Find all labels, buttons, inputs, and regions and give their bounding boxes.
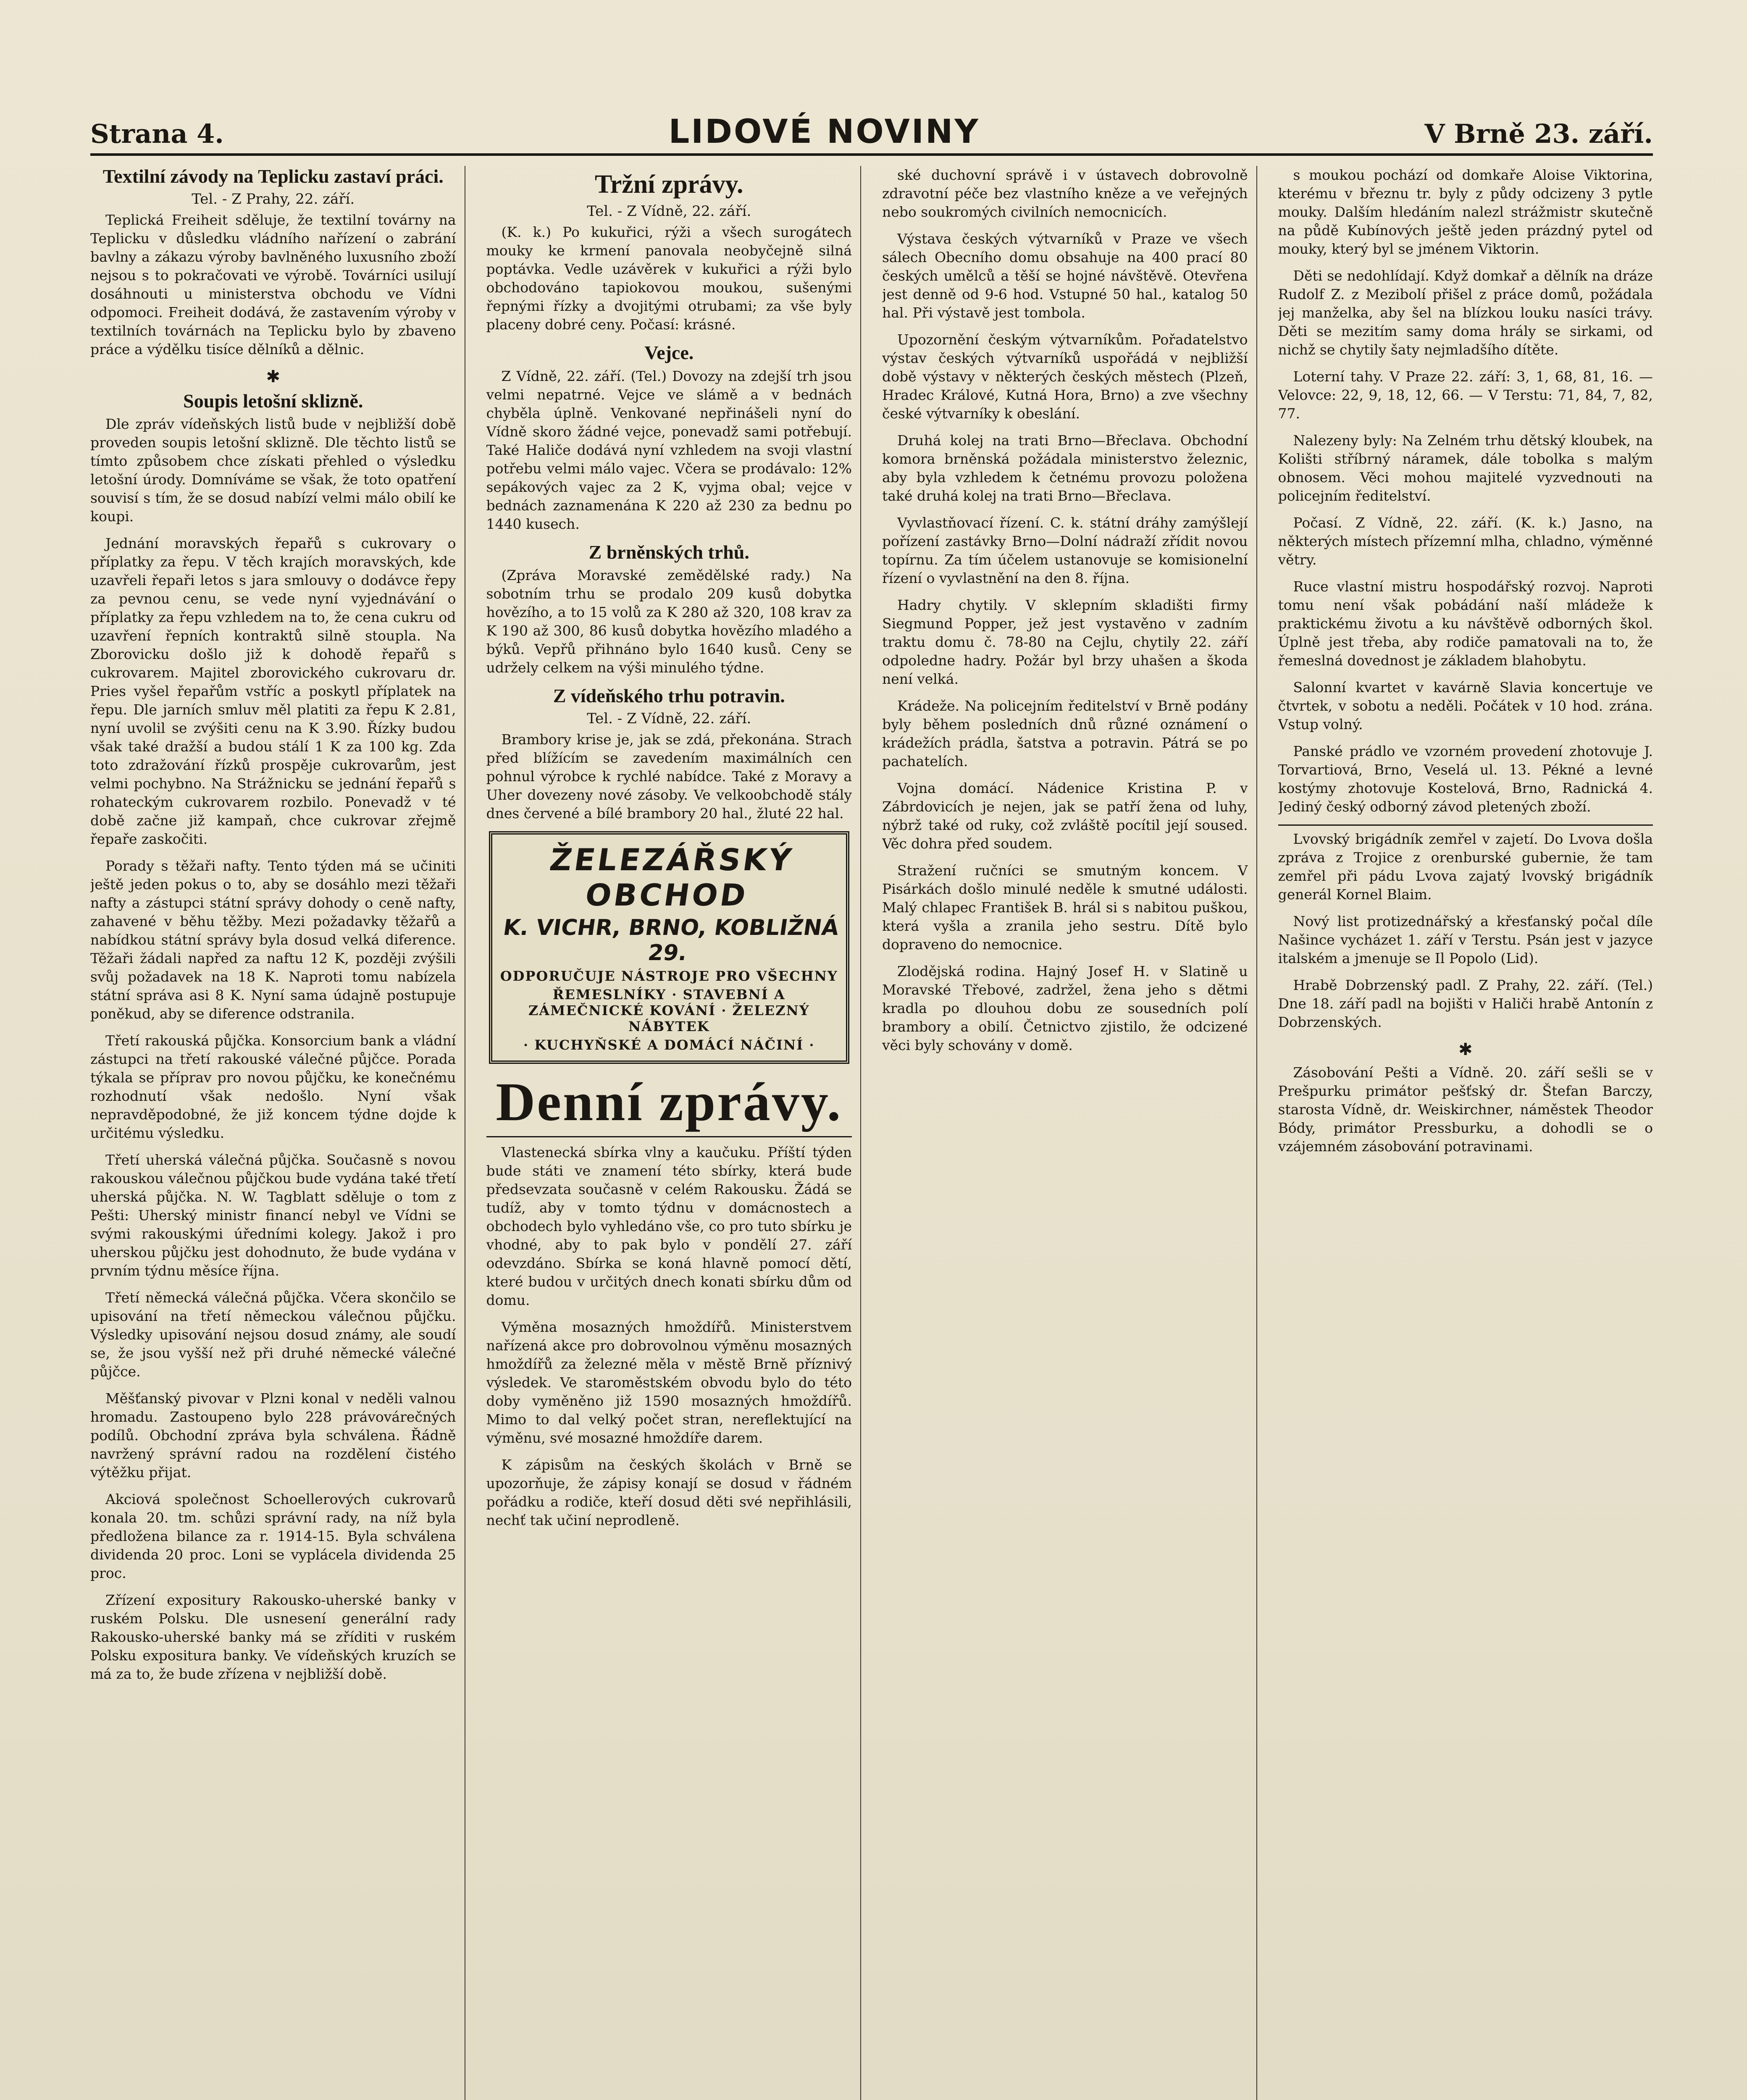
article [90,857,456,1023]
article [882,779,1248,853]
article [90,391,456,526]
article [882,962,1248,1055]
columns [90,166,1653,2100]
article-body: Měšťanský pivovar v Plzni konal v neděli valnou hromadu. Zastoupeno bylo 228 právovárečných podílů. Obchodní zpráva byla schválena. Řádně navržený správní radou na rozdělení čistého výtěžku přijat. [90,1390,456,1481]
column-4 [1278,166,1653,2100]
article [882,166,1248,221]
article-body: Počasí. Z Vídně, 22. září. (K. k.) Jasno, na některých místech přízemní mlha, chladno, výměnné větry. [1278,514,1653,568]
article [882,230,1248,322]
divider [1278,824,1653,826]
article-title: Vejce. [644,342,694,364]
article [486,342,852,533]
article-body: Hrabě Dobrzenský padl. Z Prahy, 22. září. (Tel.) Dne 18. září padl na bojišti v Haliči hrabě Antonín z Dobrzenských. [1278,977,1653,1030]
article-body: Druhá kolej na trati Brno—Břeclava. Obchodní komora brněnská požádala ministerstvo železnic, aby byla vzhledem k četnému provozu položena také druhá kolej na trati Brno—Břeclava. [882,432,1248,504]
article-body: Krádeže. Na policejním ředitelství v Brně podány byly během posledních dnů různé oznámení o krádežích prádla, šatstva a potravin. Pátrá se po pachatelích. [882,698,1248,769]
article [882,514,1248,588]
article-body: Hadry chytily. V sklepním skladišti firmy Siegmund Popper, jež jest vystavěno v zadním traktu domu č. 78-80 na Cejlu, chytily 22. září odpoledne hadry. Požár byl brzy uhašen a škoda není velká. [882,597,1248,687]
ad-line: ŘEMESLNÍKY · STAVEBNÍ A ZÁMEČNICKÉ KOVÁNÍ · ŽELEZNÝ NÁBYTEK [528,986,810,1034]
issue-date: V Brně 23. září. [1424,118,1653,149]
masthead-title: LIDOVÉ NOVINY [668,113,980,151]
section-title: Denní zprávy. [486,1071,852,1137]
article-body: (Zpráva Moravské zemědělské rady.) Na sobotním trhu se prodalo 209 kusů dobytka hovězího, a to 15 volů za K 280 až 320, 108 krav za K 190 až 300, 86 kusů dobytka hovězího mladého a býků. Vepřů přihnáno bylo 1640 kusů. Ceny se udržely celkem na výši minulého týdne. [486,567,852,676]
article-body: Dle zpráv vídeňských listů bude v nejbližší době proveden soupis letošní sklizně. Dle těchto listů se tímto způsobem chce získati přehled o výsledku letošní úrody. Domníváme se však, že toto opatření souvisí s tím, že se dosud nabízí velmi málo obilí ke koupi. [90,416,456,525]
article [1278,678,1653,734]
article-body: Zřízení expositury Rakousko-uherské banky v ruském Polsku. Dle usnesení generální rady Rakousko-uherské banky má se zříditi v ruském Polsku expositura banky. Ve vídeňských kruzích se má za to, že bude zřízena v nejbližší době. [90,1592,456,1683]
article-body: Třetí německá válečná půjčka. Včera skončilo se upisování na třetí německou válečnou půjčku. Výsledky upisování nejsou dosud známy, ale soudí se, že jsou vyšší než při druhé německé válečné půjčce. [90,1289,456,1380]
section-heading: Tržní zprávy. [594,170,743,199]
article-body: Brambory krise je, jak se zdá, překonána. Strach před blížícím se zavedením maximálních cen pohnul výrobce k rychlé nabídce. Také z Moravy a Uher dovezeny nové zásoby. Ve velkoobchodě stály dnes červené a bílé brambory 20 hal., žluté 22 hal. [486,731,852,822]
article-title: Z vídeňského trhu potravin. [553,685,785,707]
advertisement [489,831,850,1064]
article [90,166,456,359]
article [486,170,852,334]
article-body: Výstava českých výtvarníků v Praze ve všech sálech Obecního domu obsahuje na 400 prací 80 českých umělců a těší se hojné návštěvě. Otevřena jest denně od 9-6 hod. Vstupné 50 hal., katalog 50 hal. Při výstavě jest tombola. [882,231,1248,321]
article [882,596,1248,688]
article-body: Lvovský brigádník zemřel v zajetí. Do Lvova došla zpráva z Trojice z orenburské gubernie, že tam zemřel při pádu Lvova zajatý lvovský brigádník generál Kornel Blaim. [1278,831,1653,903]
article-title: Soupis letošní sklizně. [183,390,363,412]
article-body: Třetí rakouská půjčka. Konsorcium bank a vládní zástupci na třetí rakouské válečné půjčce. Porada týkala se příprav pro novou půjčku, ke konečnému rozhodnutí však nedošlo. Nyní však nepravděpodobné, že již koncem týdne dojde k určitému výsledku. [90,1032,456,1142]
article [882,861,1248,954]
page-header [90,107,1653,156]
ad-line: · KUCHYŇSKÉ A DOMÁCÍ NÁČINÍ · [523,1037,815,1053]
article [90,1389,456,1482]
article [1278,1063,1653,1156]
article [486,1318,852,1447]
article-body: Porady s těžaři nafty. Tento týden má se učiniti ještě jeden pokus o to, aby se dosáhlo mezi těžaři nafty a zástupci státní správy dohody o ceně nafty, zahavené v běhu těžby. Mezi požadavky těžařů a nabídkou státní správy byla dosud velká diference. Těžaři žádali napřed za naftu 12 K, později zvýšili svůj požadavek na 18 K. Naproti tomu nabízela státní správa asi 8 K. Nyní sama údajně postupuje poněkud, aby se diference odstranila. [90,858,456,1022]
column-3 [882,166,1257,2100]
article [882,331,1248,423]
article [1278,368,1653,423]
article-body: Loterní tahy. V Praze 22. září: 3, 1, 68, 81, 16. — Velovce: 22, 9, 18, 12, 66. — V Terstu: 71, 84, 7, 82, 77. [1278,368,1653,422]
article-body: Jednání moravských řepařů s cukrovary o příplatky za řepu. V těch krajích moravských, kde uzavřeli řepaři letos s jara smlouvy o dodávce řepy za pevnou cenu, se vede nyní vyjednávání o příplatky za řepu vzhledem na to, že cena cukru od uzavření řepních kontraktů silně stoupla. Na Zborovicku došlo již k dohodě řepařů s cukrovarem. Majitel zborovického cukrovaru dr. Pries vyšel řepařům vstříc a poskytl příplatek na řepu. Dle jarních smluv měl platiti za řepu K 2.81, nyní uvolil se zvýšiti cenu na K 3.90. Řízky budou však také dražší a budou stálí 1 K za 100 kg. Zda toto zdražování řízků prospěje cukrovarům, jest velmi pochybno. Na Strážnicku se jednání řepařů s rohateckým cukrovarem rozbilo. Ponevadž v té době začne již kampaň, chce cukrovar zřejmě řepaře zaskočiti. [90,535,456,848]
article-title: Textilní závody na Teplicku zastaví práci. [102,166,444,187]
article-dateline: Tel. - Z Vídně, 22. září. [587,710,751,727]
article [486,1143,852,1310]
ad-title: ŽELEZÁŘSKÝ OBCHOD [547,842,796,913]
article-body: K zápisům na českých školách v Brně se upozorňuje, že zápisy konají se dosud v řádném pořádku a rodiče, kteří dosud děti své nepřihlásili, nechť tak učiní neprodleně. [486,1456,852,1528]
article [90,1032,456,1142]
article [1278,742,1653,816]
article-body: Ruce vlastní mistru hospodářský rozvoj. Naproti tomu není však pobádání naší mládeže k praktickému životu a ku návštěvě odborných škol. Úplně jest třeba, aby rodiče pamatovali na to, že řemeslná dovednost je základem blahobytu. [1278,578,1653,669]
article [1278,912,1653,968]
article-dateline: Tel. - Z Vídně, 22. září. [587,203,751,220]
article-body: s moukou pochází od domkaře Aloise Viktorina, kterému v březnu tr. byly z půdy odcizeny 3 pytle mouky. Dalším hledáním nalezl strážmistr skutečně na půdě Kubínových ještě jeden prázdný pytel od mouky, který byl se jménem Viktorin. [1278,167,1653,257]
ad-line: ODPORUČUJE NÁSTROJE PRO VŠECHNY [500,968,838,984]
article [90,1289,456,1381]
article-body: Akciová společnost Schoellerových cukrovarů konala 20. tm. schůzi správní rady, na níž byla předložena bilance za r. 1914-15. Byla schválena dividenda 20 proc. Loni se vyplácela dividenda 25 proc. [90,1491,456,1582]
column-2 [486,166,862,2100]
article [1278,267,1653,359]
article-body: Vojna domácí. Nádenice Kristina P. v Zábrdovicích je nejen, jak se patří žena od luhy, nýbrž také od ruky, což zvláště pocítil její soused. Věc dohra před soudem. [882,780,1248,852]
article-body: Nový list protizednářský a křesťanský počal díle Našince vycházet 1. září v Terstu. Psán jest v jazyce italském a jmenuje se Il Popolo (Lid). [1278,913,1653,966]
article-body: Vlastenecká sbírka vlny a kaučuku. Příští týden bude státi ve znamení této sbírky, která bude předsevzata současně v celém Rakousku. Žádá se tudíž, aby v tomto týdnu v domácnostech a obchodech bylo vyhledáno vše, co pro tuto sbírku je vhodné, aby to pak bylo v pondělí 27. září odevzdáno. Sbírka se koná hlavně pomocí dětí, které budou v určitých dnech konati sbírku dům od domu. [486,1144,852,1308]
article [90,1591,456,1683]
article-body: Panské prádlo ve vzorném provedení zhotovuje J. Torvartiová, Brno, Veselá ul. 13. Pékné a levné kostýmy zhotovuje Kostelová, Brno, Radnická 4. Jediný český odborný závod pletených zboží. [1278,743,1653,815]
article-body: Salonní kvartet v kavárně Slavia koncertuje ve čtvrtek, v sobotu a neděli. Počátek v 10 hod. zrána. Vstup volný. [1278,679,1653,732]
article [1278,976,1653,1032]
article-body: Upozornění českým výtvarníkům. Pořadatelstvo výstav českých výtvarníků uspořádá v nejbližší době výstavy v některých českých městech (Plzeň, Hradec Králové, Kutná Hora, Brno) a zve všechny české výtvarníky k obeslání. [882,331,1248,422]
article-body: Teplická Freiheit sděluje, že textilní továrny na Teplicku v důsledku vládního nařízení o zabrání bavlny a zákazu výroby bavlněného luxusního zboží nejsou s to pokračovati ve výrobě. Továrníci usilují dosáhnouti u ministerstva obchodu ve Vídni odpomoci. Freiheit dodává, že zastavením výroby v textilních továrnách na Teplicku bylo by zbaveno práce a výdělku tisíce dělníků a dělnic. [90,211,456,357]
article [90,1151,456,1280]
column-1 [90,166,465,2100]
ad-address: K. VICHR, BRNO, KOBLIŽNÁ 29. [501,915,841,966]
article [90,534,456,848]
article [882,431,1248,505]
separator-star-icon: ✱ [266,367,280,386]
separator-star-icon: ✱ [1458,1040,1473,1059]
article-body: ské duchovní správě i v ústavech dobrovolně zdravotní péče bez vlastního kněze a ve veřejných nebo soukromých civilních nemocnicích. [882,167,1248,220]
article-body: Výměna mosazných hmoždířů. Ministerstvem nařízená akce pro dobrovolnou výměnu mosazných hmoždířů za železné měla v městě Brně příznivý výsledek. Ve staroměstském obvodu bylo do této doby vyměněno již 1590 mosazných hmoždířů. Mimo to dal velký počet stran, nereflektující na výměnu, své mosazné hmoždíře darem. [486,1318,852,1446]
article-body: Vyvlastňovací řízení. C. k. státní dráhy zamýšlejí pořízení zastávky Brno—Dolní nádraží zřídit novou topírnu. Za tím účelem ustanovuje se komisionelní řízení o vyvlastnění na den 8. října. [882,514,1248,586]
article [90,1490,456,1583]
article [486,1456,852,1530]
article-title: Z brněnských trhů. [588,541,749,563]
article-body: Nalezeny byly: Na Zelném trhu dětský kloubek, na Kolišti stříbrný náramek, dále tobolka s malým obnosem. Věci mohou majitelé vyzvednouti na policejním ředitelství. [1278,432,1653,504]
article-body: (K. k.) Po kukuřici, rýži a všech surogátech mouky ke krmení panovala neobyčejně silná poptávka. Vedle uzávěrek v kukuřici a rýži bylo obchodováno tapiokovou moukou, sušenými řepnými řízky a dvojitými otrubami; za vše byly placeny dobré ceny. Počasí: krásné. [486,224,852,333]
article-body: Děti se nedohlídají. Když domkař a dělník na dráze Rudolf Z. z Mezibolí přišel z práce domů, požádala jej manželka, aby šel na blízkou louku nasíci trávy. Děti se mezitím samy doma hrály se sirkami, od nichž se chytily šaty nejmladšího dítěte. [1278,268,1653,358]
article [1278,431,1653,505]
article [1278,830,1653,904]
article-body: Zásobování Pešti a Vídně. 20. září sešli se v Prešpurku primátor pešťský dr. Štefan Barczy, starosta Vídně, dr. Weiskirchner, náměstek Theodor Bódy, primátor Pressburku, a dohodli se o vzájemném zásobování potravinami. [1278,1064,1653,1155]
article [486,542,852,677]
article-body: Třetí uherská válečná půjčka. Současně s novou rakouskou válečnou půjčkou bude vydána také třetí uherská půjčka. N. W. Tagblatt sděluje o tom z Pešti: Uherský ministr financí nebyl ve Vídni se svými rakouskými úředními kolegy. Jakož i pro uherskou půjčku jest dohodnuto, že bude vydána v prvním týdnu měsíce října. [90,1152,456,1279]
article [1278,514,1653,569]
article-body: Stražení ručníci se smutným koncem. V Pisárkách došlo minulé neděle k smutné události. Malý chlapec František B. hrál si s nabitou puškou, která vyšla a zranila jeho sestru. Dítě bylo dopraveno do nemocnice. [882,862,1248,953]
article-body: Zlodějská rodina. Hajný Josef H. v Slatině u Moravské Třebové, zadržel, žena jeho s dětmi kradla po dlouhou dobu ze sousedních polí brambory a obilí. Četnictvo zjistilo, že odcizené věci byly schovány v domě. [882,963,1248,1053]
page-number: Strana 4. [90,118,224,149]
article-dateline: Tel. - Z Prahy, 22. září. [192,190,355,207]
article [1278,166,1653,258]
article [882,697,1248,771]
article [486,685,852,823]
article-body: Z Vídně, 22. září. (Tel.) Dovozy na zdejší trh jsou velmi nepatrné. Vejce ve slámě a v bednách chyběla úplně. Venkované nepřinášeli nyní do Vídně skoro žádné vejce, ponevadž sami potřebují. Také Haliče dodává nyní vzhledem na svoji vlastní potřebu velmi málo vajec. Včera se prodávalo: 12% sepákových vajec za 2 K, vyjma obal; vejce v bednách zaznamenána K 220 až 230 za bednu po 1440 kusech. [486,368,852,532]
article [1278,578,1653,670]
